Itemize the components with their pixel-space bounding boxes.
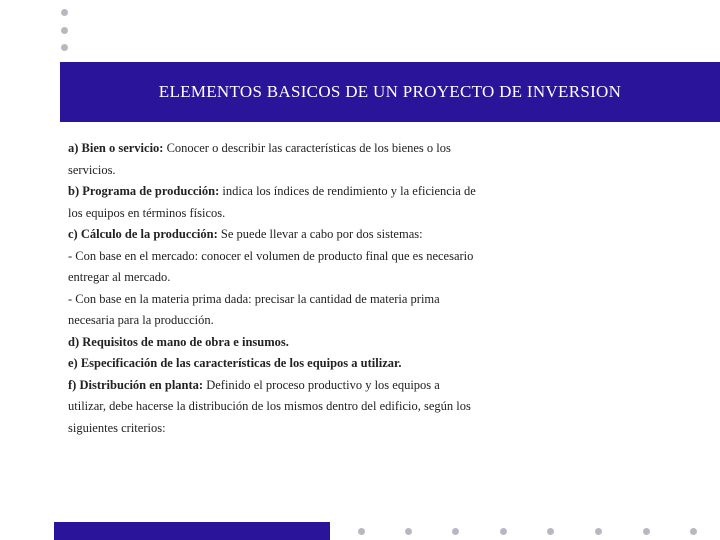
- paragraph-calculo-produccion: [68, 224, 478, 246]
- title-bar: [60, 62, 720, 122]
- decorative-dot: [61, 9, 68, 16]
- paragraph-heading: a) Bien o servicio:: [68, 141, 164, 155]
- paragraph-programa-produccion: [68, 181, 478, 224]
- paragraph-text: - Con base en el mercado: conocer el volumen de producto final que es necesario entregar al mercado.: [68, 248, 474, 284]
- decorative-dot: [452, 528, 459, 535]
- paragraph-heading: e) Especificación de las características de los equipos a utilizar.: [68, 356, 402, 370]
- decorative-dot: [595, 528, 602, 535]
- paragraph-heading: d) Requisitos de mano de obra e insumos.: [68, 334, 289, 349]
- paragraph-text: - Con base en la materia prima dada: precisar la cantidad de materia prima necesaria para la producción.: [68, 291, 440, 327]
- decorative-dot: [405, 528, 412, 535]
- footer-accent-bar: [54, 522, 330, 540]
- decorative-dot: [690, 528, 697, 535]
- paragraph-text: Definido el proceso productivo y los equipos a utilizar, debe hacerse la distribución de los mismos dentro del edificio, según los siguientes criterios:: [68, 377, 471, 435]
- decorative-dot: [61, 27, 68, 34]
- paragraph-heading: f) Distribución en planta:: [68, 377, 204, 392]
- slide-body: [68, 138, 478, 439]
- paragraph-text: indica los índices de rendimiento y la eficiencia de los equipos en términos físicos.: [68, 184, 476, 220]
- decorative-dot: [358, 528, 365, 535]
- decorative-dot: [61, 44, 68, 51]
- decorative-dot: [500, 528, 507, 535]
- paragraph-text: Conocer o describir las características de los bienes o los servicios.: [68, 141, 451, 177]
- decorative-dot: [643, 528, 650, 535]
- slide-title: ELEMENTOS BASICOS DE UN PROYECTO DE INVERSION: [158, 82, 622, 101]
- paragraph-text: Se puede llevar a cabo por dos sistemas:: [217, 227, 423, 241]
- paragraph-heading: b) Programa de producción:: [68, 184, 220, 198]
- paragraph-distribucion: [68, 375, 478, 440]
- paragraph-base-materia-prima: [68, 289, 478, 332]
- paragraph-especificacion: [68, 353, 478, 375]
- paragraph-bien-servicio: [68, 138, 478, 181]
- paragraph-heading: c) Cálculo de la producción:: [68, 227, 218, 241]
- paragraph-base-mercado: [68, 246, 478, 289]
- paragraph-requisitos: [68, 332, 478, 354]
- decorative-dot: [547, 528, 554, 535]
